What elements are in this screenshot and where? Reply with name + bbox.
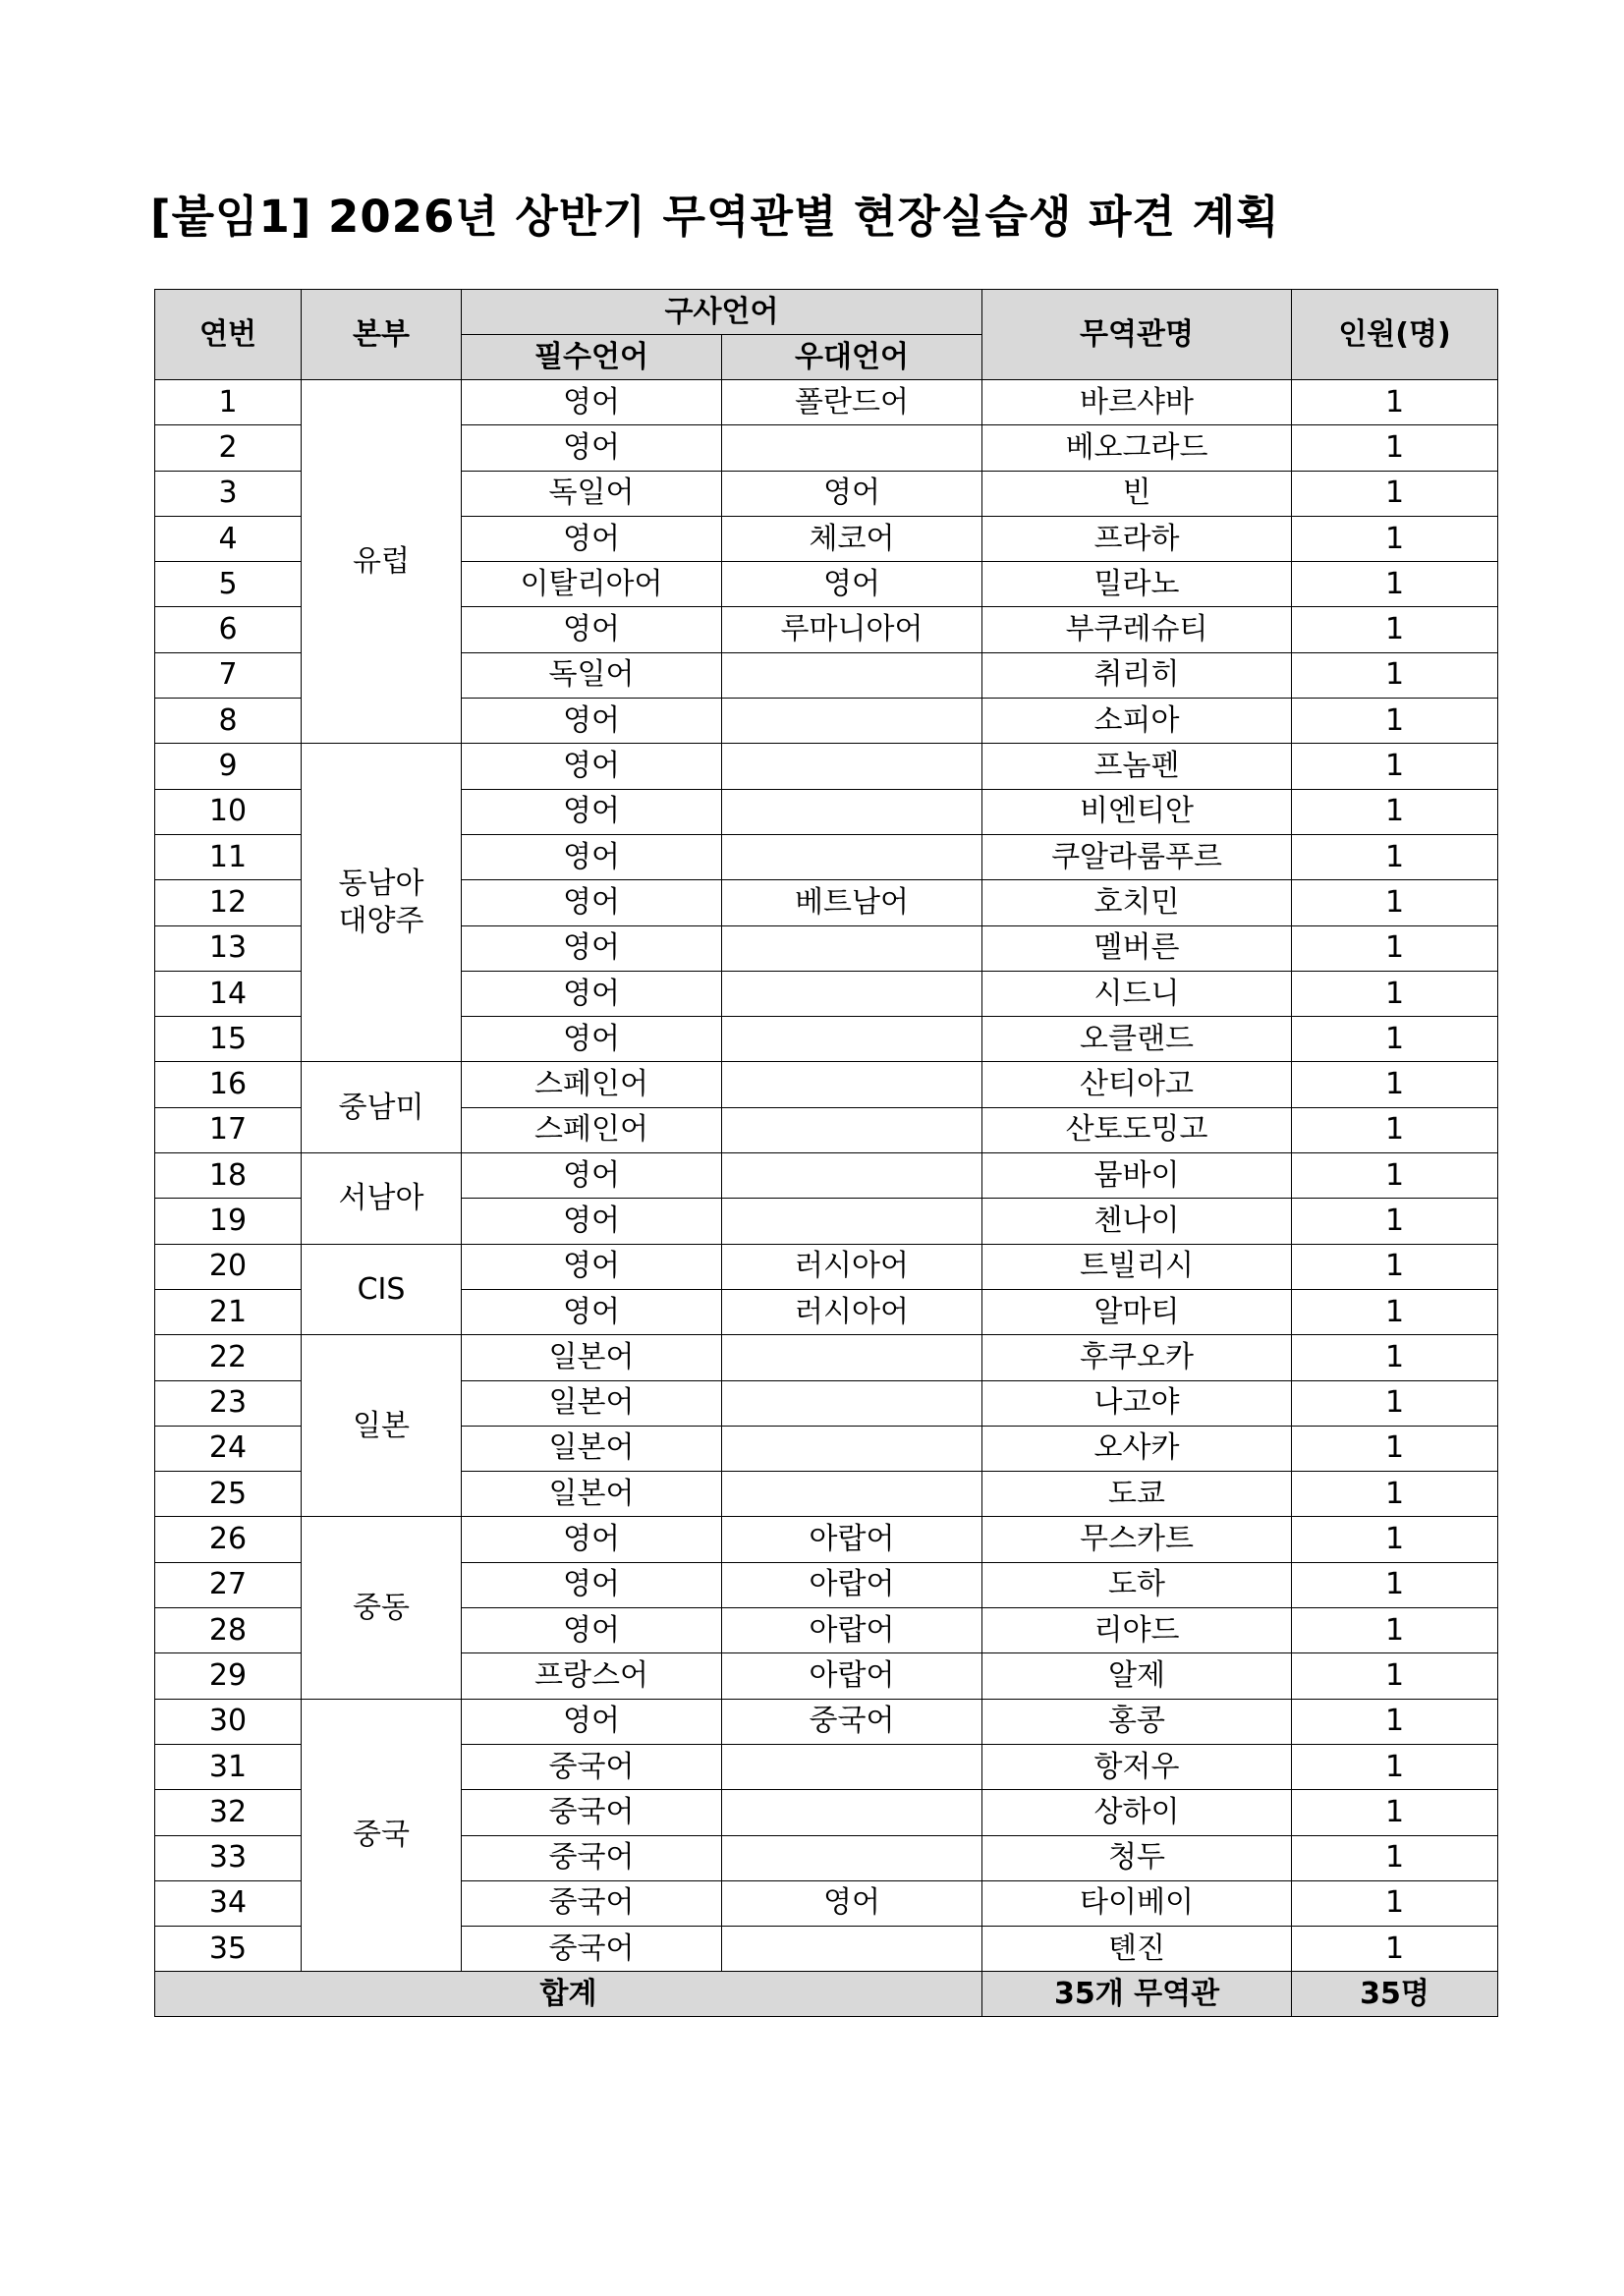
cell-preferred-language [722, 971, 982, 1016]
cell-count: 1 [1292, 516, 1498, 561]
cell-office: 부쿠레슈티 [982, 607, 1292, 652]
cell-count: 1 [1292, 1517, 1498, 1562]
cell-preferred-language [722, 425, 982, 471]
cell-required-language: 중국어 [462, 1880, 722, 1926]
cell-count: 1 [1292, 1608, 1498, 1653]
cell-office: 톈진 [982, 1927, 1292, 1972]
cell-count: 1 [1292, 1335, 1498, 1380]
cell-seq: 8 [155, 699, 302, 744]
cell-count: 1 [1292, 1380, 1498, 1426]
cell-preferred-language [722, 1107, 982, 1152]
table-footer [155, 1972, 1498, 2017]
cell-preferred-language: 아랍어 [722, 1562, 982, 1607]
cell-count: 1 [1292, 1107, 1498, 1152]
cell-preferred-language: 아랍어 [722, 1608, 982, 1653]
cell-required-language: 영어 [462, 425, 722, 471]
cell-preferred-language: 아랍어 [722, 1517, 982, 1562]
cell-seq: 19 [155, 1199, 302, 1244]
cell-count: 1 [1292, 607, 1498, 652]
cell-count: 1 [1292, 699, 1498, 744]
table-row [155, 744, 1498, 789]
cell-preferred-language [722, 1472, 982, 1517]
cell-count: 1 [1292, 380, 1498, 425]
cell-required-language: 영어 [462, 516, 722, 561]
page-title: [붙임1] 2026년 상반기 무역관별 현장실습생 파견 계획 [150, 191, 1280, 243]
cell-office: 산토도밍고 [982, 1107, 1292, 1152]
cell-count: 1 [1292, 562, 1498, 607]
cell-office: 빈 [982, 471, 1292, 516]
cell-preferred-language [722, 1380, 982, 1426]
cell-preferred-language: 아랍어 [722, 1653, 982, 1699]
cell-seq: 34 [155, 1880, 302, 1926]
cell-seq: 11 [155, 834, 302, 879]
cell-preferred-language: 루마니아어 [722, 607, 982, 652]
cell-required-language: 일본어 [462, 1380, 722, 1426]
cell-preferred-language [722, 1062, 982, 1107]
cell-preferred-language: 영어 [722, 562, 982, 607]
cell-preferred-language [722, 1199, 982, 1244]
cell-division [302, 1244, 462, 1335]
cell-office: 상하이 [982, 1790, 1292, 1835]
cell-preferred-language [722, 1153, 982, 1199]
cell-office: 오사카 [982, 1426, 1292, 1471]
cell-preferred-language [722, 1790, 982, 1835]
cell-preferred-language: 러시아어 [722, 1244, 982, 1289]
division-name-line: 유럽 [353, 543, 410, 579]
cell-seq: 21 [155, 1289, 302, 1334]
cell-required-language: 영어 [462, 699, 722, 744]
cell-seq: 17 [155, 1107, 302, 1152]
cell-division [302, 1335, 462, 1517]
header-preferred-language: 우대언어 [722, 335, 982, 380]
division-name-line: 중국 [353, 1818, 410, 1853]
cell-preferred-language [722, 1017, 982, 1062]
cell-required-language: 영어 [462, 925, 722, 971]
cell-preferred-language [722, 925, 982, 971]
cell-preferred-language: 체코어 [722, 516, 982, 561]
cell-count: 1 [1292, 925, 1498, 971]
cell-required-language: 영어 [462, 1699, 722, 1744]
cell-seq: 24 [155, 1426, 302, 1471]
cell-office: 소피아 [982, 699, 1292, 744]
cell-office: 리야드 [982, 1608, 1292, 1653]
cell-office: 프놈펜 [982, 744, 1292, 789]
cell-count: 1 [1292, 880, 1498, 925]
cell-required-language: 영어 [462, 789, 722, 834]
header-office: 무역관명 [982, 290, 1292, 380]
cell-preferred-language: 베트남어 [722, 880, 982, 925]
cell-preferred-language: 영어 [722, 471, 982, 516]
total-label: 합계 [155, 1972, 982, 2017]
cell-count: 1 [1292, 1835, 1498, 1880]
cell-required-language: 스페인어 [462, 1062, 722, 1107]
cell-seq: 30 [155, 1699, 302, 1744]
cell-count: 1 [1292, 1653, 1498, 1699]
cell-seq: 4 [155, 516, 302, 561]
cell-seq: 5 [155, 562, 302, 607]
cell-count: 1 [1292, 1289, 1498, 1334]
cell-seq: 22 [155, 1335, 302, 1380]
table-header [155, 290, 1498, 380]
cell-required-language: 영어 [462, 1199, 722, 1244]
cell-office: 타이베이 [982, 1880, 1292, 1926]
cell-required-language: 프랑스어 [462, 1653, 722, 1699]
cell-seq: 32 [155, 1790, 302, 1835]
cell-seq: 26 [155, 1517, 302, 1562]
cell-required-language: 중국어 [462, 1835, 722, 1880]
cell-count: 1 [1292, 1927, 1498, 1972]
table-row [155, 1517, 1498, 1562]
cell-seq: 28 [155, 1608, 302, 1653]
cell-seq: 25 [155, 1472, 302, 1517]
cell-seq: 33 [155, 1835, 302, 1880]
cell-count: 1 [1292, 1017, 1498, 1062]
cell-required-language: 중국어 [462, 1744, 722, 1789]
cell-office: 항저우 [982, 1744, 1292, 1789]
cell-seq: 3 [155, 471, 302, 516]
cell-count: 1 [1292, 1062, 1498, 1107]
cell-preferred-language [722, 699, 982, 744]
cell-seq: 7 [155, 652, 302, 698]
cell-seq: 15 [155, 1017, 302, 1062]
cell-required-language: 일본어 [462, 1472, 722, 1517]
cell-preferred-language [722, 1335, 982, 1380]
cell-required-language: 독일어 [462, 652, 722, 698]
cell-division [302, 1517, 462, 1699]
cell-seq: 6 [155, 607, 302, 652]
cell-division [302, 1699, 462, 1972]
cell-count: 1 [1292, 471, 1498, 516]
cell-office: 홍콩 [982, 1699, 1292, 1744]
dispatch-plan-table [154, 289, 1498, 2017]
cell-preferred-language [722, 1835, 982, 1880]
cell-count: 1 [1292, 652, 1498, 698]
header-division: 본부 [302, 290, 462, 380]
cell-office: 비엔티안 [982, 789, 1292, 834]
cell-preferred-language [722, 789, 982, 834]
cell-division [302, 744, 462, 1062]
cell-office: 알제 [982, 1653, 1292, 1699]
cell-seq: 2 [155, 425, 302, 471]
header-language-group: 구사언어 [462, 290, 982, 335]
cell-office: 산티아고 [982, 1062, 1292, 1107]
cell-preferred-language: 폴란드어 [722, 380, 982, 425]
cell-office: 후쿠오카 [982, 1335, 1292, 1380]
cell-count: 1 [1292, 834, 1498, 879]
cell-count: 1 [1292, 1744, 1498, 1789]
cell-seq: 9 [155, 744, 302, 789]
cell-office: 뭄바이 [982, 1153, 1292, 1199]
division-name-line: 일본 [353, 1408, 410, 1443]
cell-seq: 27 [155, 1562, 302, 1607]
cell-preferred-language: 러시아어 [722, 1289, 982, 1334]
cell-seq: 14 [155, 971, 302, 1016]
cell-required-language: 이탈리아어 [462, 562, 722, 607]
total-offices: 35개 무역관 [982, 1972, 1292, 2017]
cell-count: 1 [1292, 425, 1498, 471]
cell-office: 취리히 [982, 652, 1292, 698]
cell-count: 1 [1292, 1562, 1498, 1607]
cell-required-language: 영어 [462, 744, 722, 789]
division-name-line: 서남아 [338, 1181, 424, 1216]
cell-required-language: 영어 [462, 971, 722, 1016]
cell-required-language: 일본어 [462, 1426, 722, 1471]
cell-division [302, 1062, 462, 1153]
division-name-line: CIS [357, 1271, 406, 1307]
cell-preferred-language [722, 1927, 982, 1972]
cell-required-language: 영어 [462, 1017, 722, 1062]
cell-seq: 10 [155, 789, 302, 834]
cell-preferred-language: 영어 [722, 1880, 982, 1926]
cell-seq: 35 [155, 1927, 302, 1972]
cell-required-language: 영어 [462, 1289, 722, 1334]
header-required-language: 필수언어 [462, 335, 722, 380]
cell-count: 1 [1292, 1199, 1498, 1244]
cell-seq: 20 [155, 1244, 302, 1289]
division-name-line: 중동 [353, 1590, 410, 1625]
cell-division [302, 380, 462, 744]
cell-preferred-language [722, 1426, 982, 1471]
cell-seq: 29 [155, 1653, 302, 1699]
cell-office: 도하 [982, 1562, 1292, 1607]
cell-count: 1 [1292, 1244, 1498, 1289]
cell-seq: 12 [155, 880, 302, 925]
cell-office: 첸나이 [982, 1199, 1292, 1244]
cell-count: 1 [1292, 1472, 1498, 1517]
cell-seq: 23 [155, 1380, 302, 1426]
cell-office: 도쿄 [982, 1472, 1292, 1517]
division-name-line: 대양주 [338, 903, 424, 938]
cell-count: 1 [1292, 1790, 1498, 1835]
cell-preferred-language: 중국어 [722, 1699, 982, 1744]
cell-required-language: 영어 [462, 607, 722, 652]
header-count: 인원(명) [1292, 290, 1498, 380]
table-row [155, 1699, 1498, 1744]
cell-count: 1 [1292, 1699, 1498, 1744]
table-row [155, 1335, 1498, 1380]
cell-required-language: 영어 [462, 1517, 722, 1562]
cell-count: 1 [1292, 789, 1498, 834]
cell-seq: 1 [155, 380, 302, 425]
cell-office: 베오그라드 [982, 425, 1292, 471]
cell-count: 1 [1292, 1153, 1498, 1199]
cell-seq: 16 [155, 1062, 302, 1107]
cell-seq: 13 [155, 925, 302, 971]
cell-required-language: 일본어 [462, 1335, 722, 1380]
cell-count: 1 [1292, 1880, 1498, 1926]
total-row [155, 1972, 1498, 2017]
cell-seq: 31 [155, 1744, 302, 1789]
cell-office: 시드니 [982, 971, 1292, 1016]
cell-count: 1 [1292, 971, 1498, 1016]
table-row [155, 380, 1498, 425]
cell-office: 트빌리시 [982, 1244, 1292, 1289]
cell-count: 1 [1292, 1426, 1498, 1471]
cell-required-language: 영어 [462, 1608, 722, 1653]
cell-seq: 18 [155, 1153, 302, 1199]
header-seq: 연번 [155, 290, 302, 380]
division-name-line: 중남미 [338, 1090, 424, 1125]
cell-preferred-language [722, 834, 982, 879]
cell-office: 오클랜드 [982, 1017, 1292, 1062]
table-body [155, 380, 1498, 1972]
cell-office: 나고야 [982, 1380, 1292, 1426]
cell-office: 알마티 [982, 1289, 1292, 1334]
cell-required-language: 영어 [462, 880, 722, 925]
division-name-line: 동남아 [338, 867, 424, 902]
table-row [155, 1244, 1498, 1289]
cell-required-language: 영어 [462, 1244, 722, 1289]
cell-office: 무스카트 [982, 1517, 1292, 1562]
cell-office: 멜버른 [982, 925, 1292, 971]
cell-required-language: 영어 [462, 1562, 722, 1607]
cell-office: 쿠알라룸푸르 [982, 834, 1292, 879]
table-row [155, 1062, 1498, 1107]
cell-required-language: 중국어 [462, 1927, 722, 1972]
total-people: 35명 [1292, 1972, 1498, 2017]
cell-preferred-language [722, 652, 982, 698]
cell-division [302, 1153, 462, 1245]
cell-preferred-language [722, 1744, 982, 1789]
cell-required-language: 영어 [462, 1153, 722, 1199]
cell-required-language: 영어 [462, 834, 722, 879]
cell-required-language: 독일어 [462, 471, 722, 516]
cell-required-language: 중국어 [462, 1790, 722, 1835]
table-row [155, 1153, 1498, 1199]
cell-required-language: 영어 [462, 380, 722, 425]
cell-office: 프라하 [982, 516, 1292, 561]
cell-count: 1 [1292, 744, 1498, 789]
cell-office: 바르샤바 [982, 380, 1292, 425]
cell-office: 밀라노 [982, 562, 1292, 607]
cell-preferred-language [722, 744, 982, 789]
cell-required-language: 스페인어 [462, 1107, 722, 1152]
cell-office: 호치민 [982, 880, 1292, 925]
cell-office: 청두 [982, 1835, 1292, 1880]
